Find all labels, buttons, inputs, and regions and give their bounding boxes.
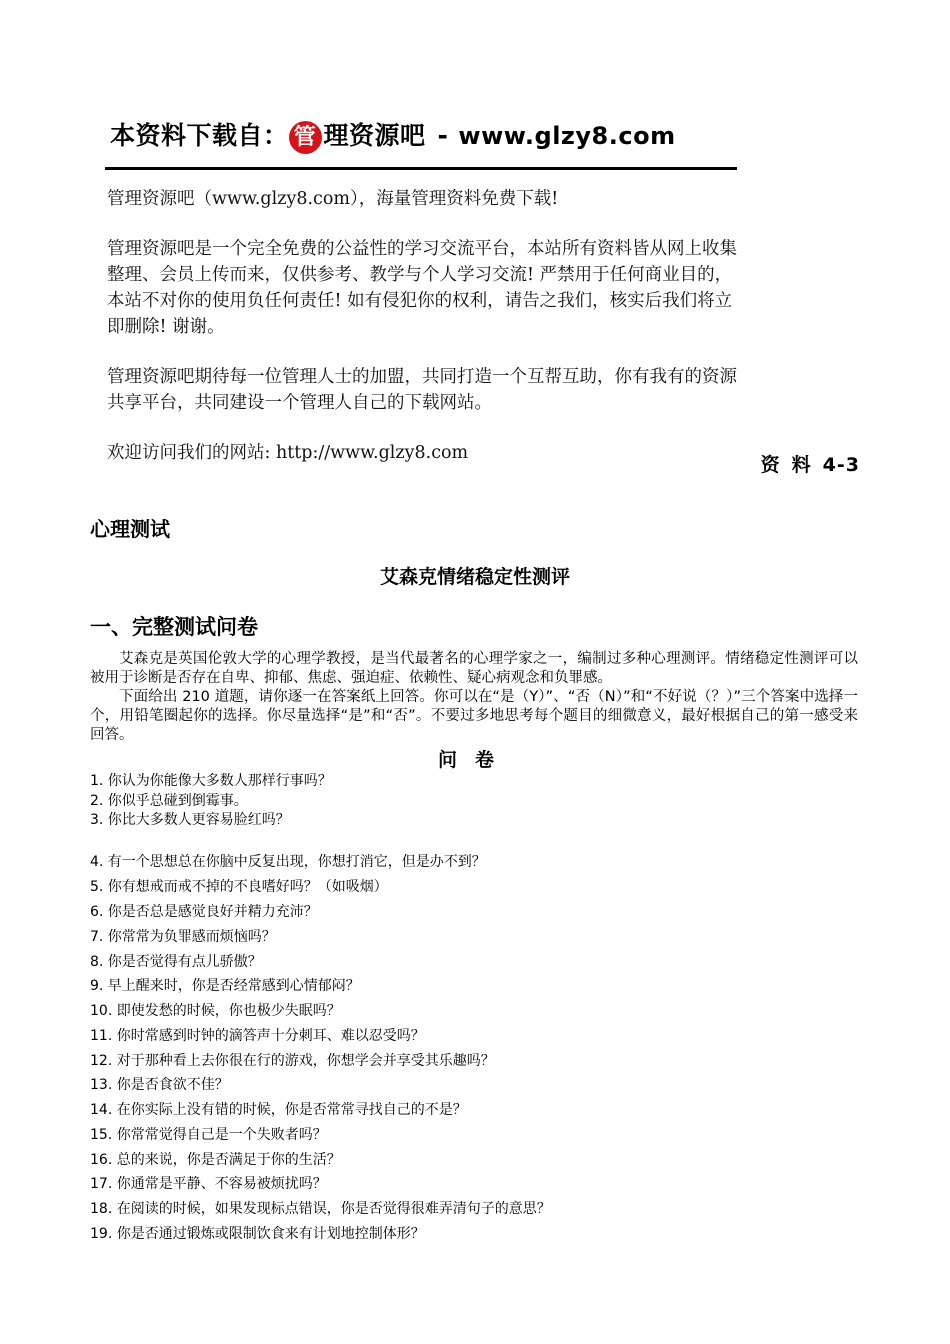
notice-paragraph-1: 管理资源吧（www.glzy8.com），海量管理资料免费下载!: [107, 189, 559, 209]
logo-icon: 管: [289, 121, 322, 154]
notice-paragraph-4: 欢迎访问我们的网站: http://www.glzy8.com: [107, 443, 469, 463]
question-item: 8. 你是否觉得有点儿骄傲？: [90, 954, 262, 970]
question-item: 12. 对于那种看上去你很在行的游戏，你想学会并享受其乐趣吗？: [90, 1053, 495, 1069]
section-label: 心理测试: [90, 517, 170, 541]
question-item: 17. 你通常是平静、不容易被烦扰吗？: [90, 1176, 327, 1192]
question-item: 16. 总的来说，你是否满足于你的生活？: [90, 1152, 341, 1168]
download-banner: [105, 110, 740, 172]
banner-text: [110, 116, 676, 154]
document-reference: [761, 450, 860, 477]
doc-ref-label: 资料: [760, 454, 823, 476]
doc-ref-code: 4-3: [822, 454, 860, 476]
questionnaire-title: 问卷: [437, 749, 512, 771]
banner-separator: -: [437, 121, 449, 150]
intro-paragraph-2: 下面给出 210 道题，请你逐一在答案纸上回答。你可以在“是（Y）”、“否（N）”和“不好说（？）”三个答案中选择一个，用铅笔圈起你的选择。你尽量选择“是”和“否”。不要过多地思考每个题目的细微意义，最好根据自己的第一感受来回答。: [90, 689, 858, 743]
banner-url[interactable]: www.glzy8.com: [458, 122, 676, 150]
question-item: 3. 你比大多数人更容易脸红吗？: [90, 812, 290, 828]
intro-text: [90, 650, 858, 745]
question-item: 6. 你是否总是感觉良好并精力充沛？: [90, 904, 318, 920]
question-item: 10. 即使发愁的时候，你也极少失眠吗？: [90, 1003, 341, 1019]
question-item: 9. 早上醒来时，你是否经常感到心情郁闷？: [90, 978, 360, 994]
intro-paragraph-1: 艾森克是英国伦敦大学的心理学教授，是当代最著名的心理学家之一，编制过多种心理测评。情绪稳定性测评可以被用于诊断是否存在自卑、抑郁、焦虑、强迫症、依赖性、疑心病观念和负罪感。: [90, 651, 858, 686]
question-item: 4. 有一个思想总在你脑中反复出现，你想打消它，但是办不到？: [90, 854, 486, 870]
question-item: 2. 你似乎总碰到倒霉事。: [90, 793, 248, 809]
part-heading: 一、完整测试问卷: [90, 615, 258, 639]
question-item: 11. 你时常感到时钟的滴答声十分刺耳、难以忍受吗？: [90, 1028, 425, 1044]
question-item: 15. 你常常觉得自己是一个失败者吗？: [90, 1127, 327, 1143]
notice-paragraph-2: 管理资源吧是一个完全免费的公益性的学习交流平台，本站所有资料皆从网上收集整理、会员上传而来，仅供参考、教学与个人学习交流! 严禁用于任何商业目的，本站不对你的使用负任何责任! 如有侵犯你的权利，请告之我们，核实后我们将立即删除! 谢谢。: [107, 239, 737, 337]
question-item: 7. 你常常为负罪感而烦恼吗？: [90, 929, 276, 945]
notice-paragraph-3: 管理资源吧期待每一位管理人士的加盟，共同打造一个互帮互助，你有我有的资源共享平台，共同建设一个管理人自己的下载网站。: [107, 367, 737, 413]
question-item: 14. 在你实际上没有错的时候，你是否常常寻找自己的不是？: [90, 1102, 467, 1118]
banner-brand: 理资源吧: [323, 121, 426, 150]
question-item: 1. 你认为你能像大多数人那样行事吗？: [90, 773, 332, 789]
site-notice: [107, 186, 737, 466]
question-item: 19. 你是否通过锻炼或限制饮食来有计划地控制体形？: [90, 1226, 425, 1242]
question-item: 18. 在阅读的时候，如果发现标点错误，你是否觉得很难弄清句子的意思？: [90, 1201, 551, 1217]
main-title: 艾森克情绪稳定性测评: [379, 566, 570, 588]
question-item: 13. 你是否食欲不佳？: [90, 1077, 229, 1093]
banner-prefix: 本资料下载自：: [110, 121, 289, 150]
question-item: 5. 你有想戒而戒不掉的不良嗜好吗？（如吸烟）: [90, 879, 388, 895]
banner-divider: [105, 167, 737, 170]
